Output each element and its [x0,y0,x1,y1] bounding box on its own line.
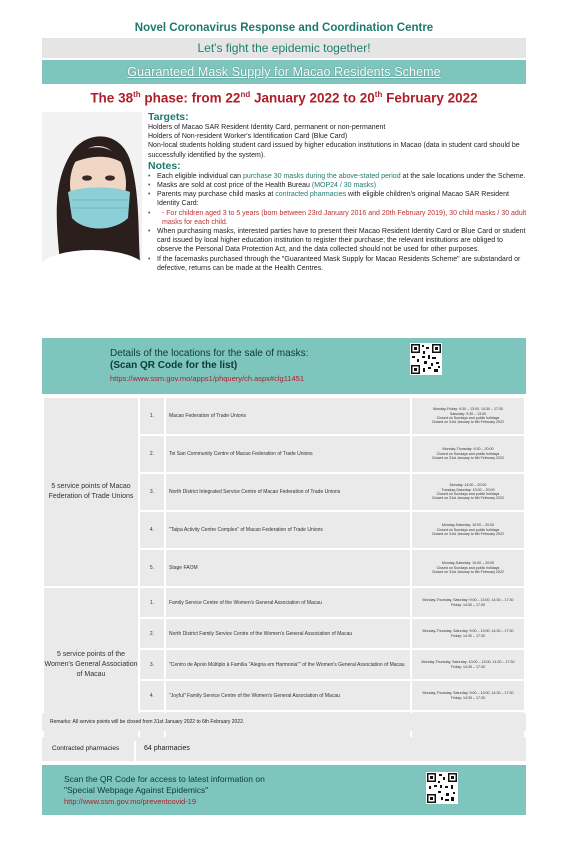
row-number: 4. [140,512,164,548]
service-point-name: "Centro de Apoio Múltiplo à Família "Alegria em Harmonia"" of the Women's General Association of Macau [166,650,410,679]
note-item: • When purchasing masks, interested parties have to present their Macao Resident Identity Card or Blue Card or student card issued by local higher education institution to register their purchase; the relevant institutions are obliged to observe the Personal Data Protection Act, and the data collected should not be used for other purposes. [148,227,528,255]
target-line: Holders of Non-resident Worker's Identification Card (Blue Card) [148,133,348,141]
opening-hours: Monday-Thursday, Saturday: 9:00 – 13:00, 14:30 – 17:30 Friday: 14:30 – 17:30 [412,588,524,617]
row-number: 5. [140,550,164,586]
row-number: 1. [140,398,164,434]
pharmacies-count: 64 pharmacies [136,737,526,761]
notes-title: Notes: [148,159,181,172]
row-number: 2. [140,619,164,648]
phase-title: The 38th phase: from 22nd January 2022 to 20th February 2022 [90,90,478,106]
service-point-name: North District Family Service Centre of the Women's General Association of Macau [166,619,410,648]
note-item: • Masks are sold at cost price of the Health Bureau (MOP24 / 30 masks) [148,181,528,190]
opening-hours: Monday-Friday: 9:30 – 13:00, 14:30 – 17:30 Saturday: 9:30 – 13:00 Closed on Sundays and public holidays Closed on 31st January to 6th February 2022 [412,398,524,434]
header-organization: Novel Coronavirus Response and Coordination Centre [134,22,434,34]
opening-hours: Monday-Thursday, Saturday: 9:00 – 13:00, 14:30 – 17:30 Friday: 14:30 – 17:30 [412,619,524,648]
service-point-name: Family Service Centre of the Women's General Association of Macau [166,588,410,617]
service-point-name: "Joyful" Family Service Centre of the Women's General Association of Macau [166,681,410,710]
service-point-name: "Taipa Activity Centre Complex" of Macao Federation of Trade Unions [166,512,410,548]
service-point-name: Macao Federation of Trade Unions [166,398,410,434]
locations-table [42,396,526,743]
footer-scan-text: Scan the QR Code for access to latest information on [64,774,265,784]
qr-code-locations-icon[interactable] [410,343,442,375]
note-item: • Each eligible individual can purchase 30 masks during the above-stated period at the sale locations under the Scheme. [148,172,528,181]
locations-scan-text: (Scan QR Code for the list) [110,360,238,371]
row-number: 2. [140,436,164,472]
footer-link[interactable]: http://www.ssm.gov.mo/preventcovid-19 [64,797,196,806]
note-subitem: • - For children aged 3 to 5 years (born between 23rd January 2016 and 20th February 2019), 30 child masks / 30 adult masks for each child. [148,209,528,227]
opening-hours: Monday-Saturday: 10:00 – 20:00 Closed on Sundays and public holidays Closed on 31st January to 6th February 2022 [412,512,524,548]
row-number: 1. [140,588,164,617]
pharmacies-label: Contracted pharmacies [42,737,134,761]
closure-remark: Remarks: All service points will be closed from 31st January 2022 to 6th February 2022. [42,713,526,731]
opening-hours: Monday: 14:00 – 20:00 Tuesday-Saturday: 10:00 – 20:00 Closed on Sundays and public holidays Closed on 31st January to 6th February 2022 [412,474,524,510]
opening-hours: Monday-Thursday, Saturday: 9:00 – 13:00, 14:30 – 17:30 Friday: 14:30 – 17:30 [412,681,524,710]
locations-title: Details of the locations for the sale of masks: [110,348,309,359]
targets-title: Targets: [148,111,189,123]
note-item: • If the facemasks purchased through the "Guaranteed Mask Supply for Macao Residents Scheme" are substandard or defective, returns can be made at the Health Centres. [148,255,528,273]
opening-hours: Monday-Thursday, Saturday: 10:00 – 13:00, 14:30 – 17:30 Friday: 14:30 – 17:30 [412,650,524,679]
row-number: 4. [140,681,164,710]
header-scheme-title: Guaranteed Mask Supply for Macao Residents Scheme [42,60,526,84]
pharmacies-row [42,737,526,761]
service-point-name: Stage FAOM [166,550,410,586]
qr-code-webpage-icon[interactable] [426,772,458,804]
locations-link[interactable]: https://www.ssm.gov.mo/apps1/phquery/ch.aspx#clg11451 [110,374,304,383]
footer-webpage-title: "Special Webpage Against Epidemics" [64,785,209,795]
service-point-name: North District Integrated Service Centre of Macao Federation of Trade Unions [166,474,410,510]
note-item: • Parents may purchase child masks at contracted pharmacies with eligible children's original Macao SAR Resident Identity Card: [148,190,528,208]
service-point-name: Toi San Community Centre of Macao Federation of Trade Unions [166,436,410,472]
header-slogan: Let's fight the epidemic together! [42,38,526,58]
woman-mask-photo [42,112,142,262]
table-row [44,398,524,434]
target-line: Non-local students holding student card issued by higher education institutions in Macao (data in student card should be successfully identified by the system). [148,142,520,159]
opening-hours: Monday-Thursday: 9:30 – 20:00 Closed on Sundays and public holidays Closed on 31st January to 6th February 2022 [412,436,524,472]
targets-and-notes [148,111,528,273]
target-line: Holders of Macao SAR Resident Identity Card, permanent or non-permanent [148,124,386,131]
row-number: 3. [140,474,164,510]
opening-hours: Monday-Saturday: 10:00 – 20:00 Closed on Sundays and public holidays Closed on 31st January to 6th February 2022 [412,550,524,586]
group-label: 5 service points of Macao Federation of Trade Unions [44,398,138,586]
locations-banner [42,338,526,394]
group-label: 5 service points of the Women's General Association of Macau [44,588,138,741]
table-row [44,588,524,617]
row-number: 3. [140,650,164,679]
